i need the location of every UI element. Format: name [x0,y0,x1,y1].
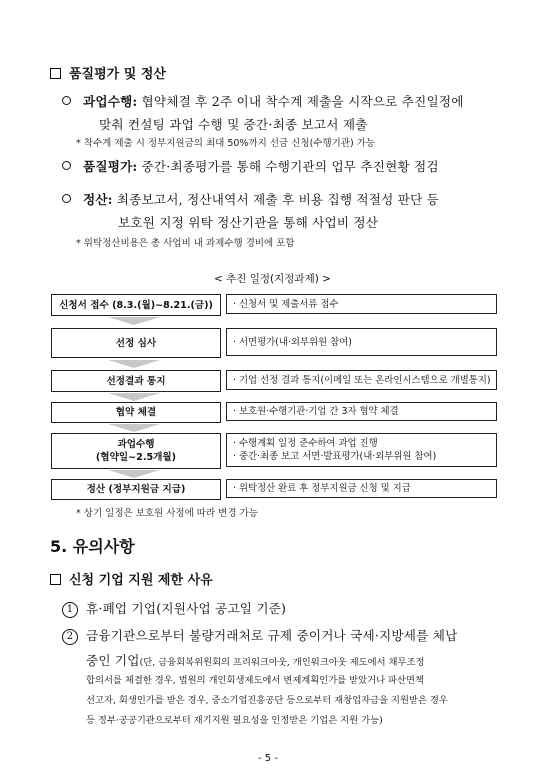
item-text: 금융기관으로부터 불량거래처로 규제 중이거나 국세·지방세를 체납 [86,628,458,643]
circled-number-2: 2 [62,629,78,645]
schedule-title: < 추진 일정(지정과제) > [214,273,331,285]
item-text: 휴·폐업 기업(지원사업 공고일 기준) [86,601,287,616]
schedule-note: * 상기 일정은 보호원 사정에 따라 변경 가능 [76,508,258,519]
quality-item-evaluation [62,156,439,175]
circle-bullet-icon [62,194,71,203]
circle-bullet-icon [62,161,71,170]
page-number: - 5 - [258,753,278,764]
schedule-step-review: 선정 심사 [51,328,221,358]
circle-bullet-icon [62,96,71,105]
down-arrow-icon [108,393,160,401]
circled-number-1: 1 [62,602,78,618]
quality-item-work [62,91,464,110]
item-label: 정산: [83,192,113,207]
schedule-desc-application: · 신청서 및 제출서류 접수 [226,294,497,314]
schedule-desc-settlement: · 위탁정산 완료 후 정부지원금 신청 및 지급 [226,479,497,498]
schedule-step-application: 신청서 접수 (8.3.(월)~8.21.(금)) [51,294,221,316]
note-settlement-cost: * 위탁정산비용은 총 사업비 내 과제수행 경비에 포함 [76,238,295,249]
schedule-step-notification: 선정결과 통지 [51,370,221,392]
down-arrow-icon [108,360,160,368]
quality-item-work-cont: 맞춰 컨설팅 과업 수행 및 중간·최종 보고서 제출 [99,117,368,132]
item-label: 품질평가: [83,159,138,174]
down-arrow-icon [108,424,160,432]
restriction-item-2-line5: 등 정부·공공기관으로부터 재기지원 필요성을 인정받은 기업은 지원 가능) [86,715,383,726]
restriction-item-2-cont: 중인 기업(단, 금융회복위원회의 프리워크아웃, 개인워크아웃 제도에서 채무조정 [86,653,425,668]
schedule-desc-notification: · 기업 선정 결과 통지(이메일 또는 온라인시스템으로 개별통지) [226,370,497,390]
schedule-step-settlement: 정산 (정부지원금 지급) [51,479,221,500]
restriction-item-2-line3: 합의서를 체결한 경우, 법원의 개인회생제도에서 변제계획인가를 받았거나 파산면책 [86,675,424,686]
restriction-heading-text: 신청 기업 지원 제한 사유 [69,573,213,588]
restriction-item-2 [62,625,457,645]
item-text: 최종보고서, 정산내역서 제출 후 비용 집행 적절성 판단 등 [112,192,440,207]
square-bullet-icon [50,68,61,79]
schedule-step-agreement: 협약 체결 [51,402,221,423]
restriction-item-2-line4: 선고자, 회생인가를 받은 경우, 중소기업진흥공단 등으로부터 재창업자금을 지원받은 경우 [86,695,448,706]
note-advance-payment: * 착수계 제출 시 정부지원금의 최대 50%까지 선금 신청(수행기관) 가능 [76,138,376,149]
item-label: 과업수행: [83,94,138,109]
quality-item-settlement-cont: 보호원 지정 위탁 정산기관을 통해 사업비 정산 [118,215,379,230]
section-heading-text: 품질평가 및 정산 [69,67,166,82]
item-text: 중간·최종평가를 통해 수행기관의 업무 추진현황 점검 [137,159,439,174]
schedule-step-execution: 과업수행 (협약일~2.5개월) [51,433,221,469]
down-arrow-icon [108,317,160,325]
quality-item-settlement [62,189,439,208]
schedule-desc-agreement: · 보호원·수행기관·기업 간 3자 협약 체결 [226,402,497,421]
square-bullet-icon [50,574,61,585]
restriction-heading [50,569,213,588]
schedule-desc-review: · 서면평가(내·외부위원 참여) [226,328,497,356]
restriction-item-1 [62,598,286,618]
down-arrow-icon [108,470,160,478]
section-5-heading: 5. 유의사항 [50,537,135,556]
item-text: 협약체결 후 2주 이내 착수계 제출을 시작으로 추진일정에 [137,94,464,109]
section-heading-quality [50,63,166,82]
schedule-desc-execution: · 수행계획 일정 준수하여 과업 진행 · 중간·최종 보고 서면·발표평가(내·외부위원 참여) [226,433,497,467]
